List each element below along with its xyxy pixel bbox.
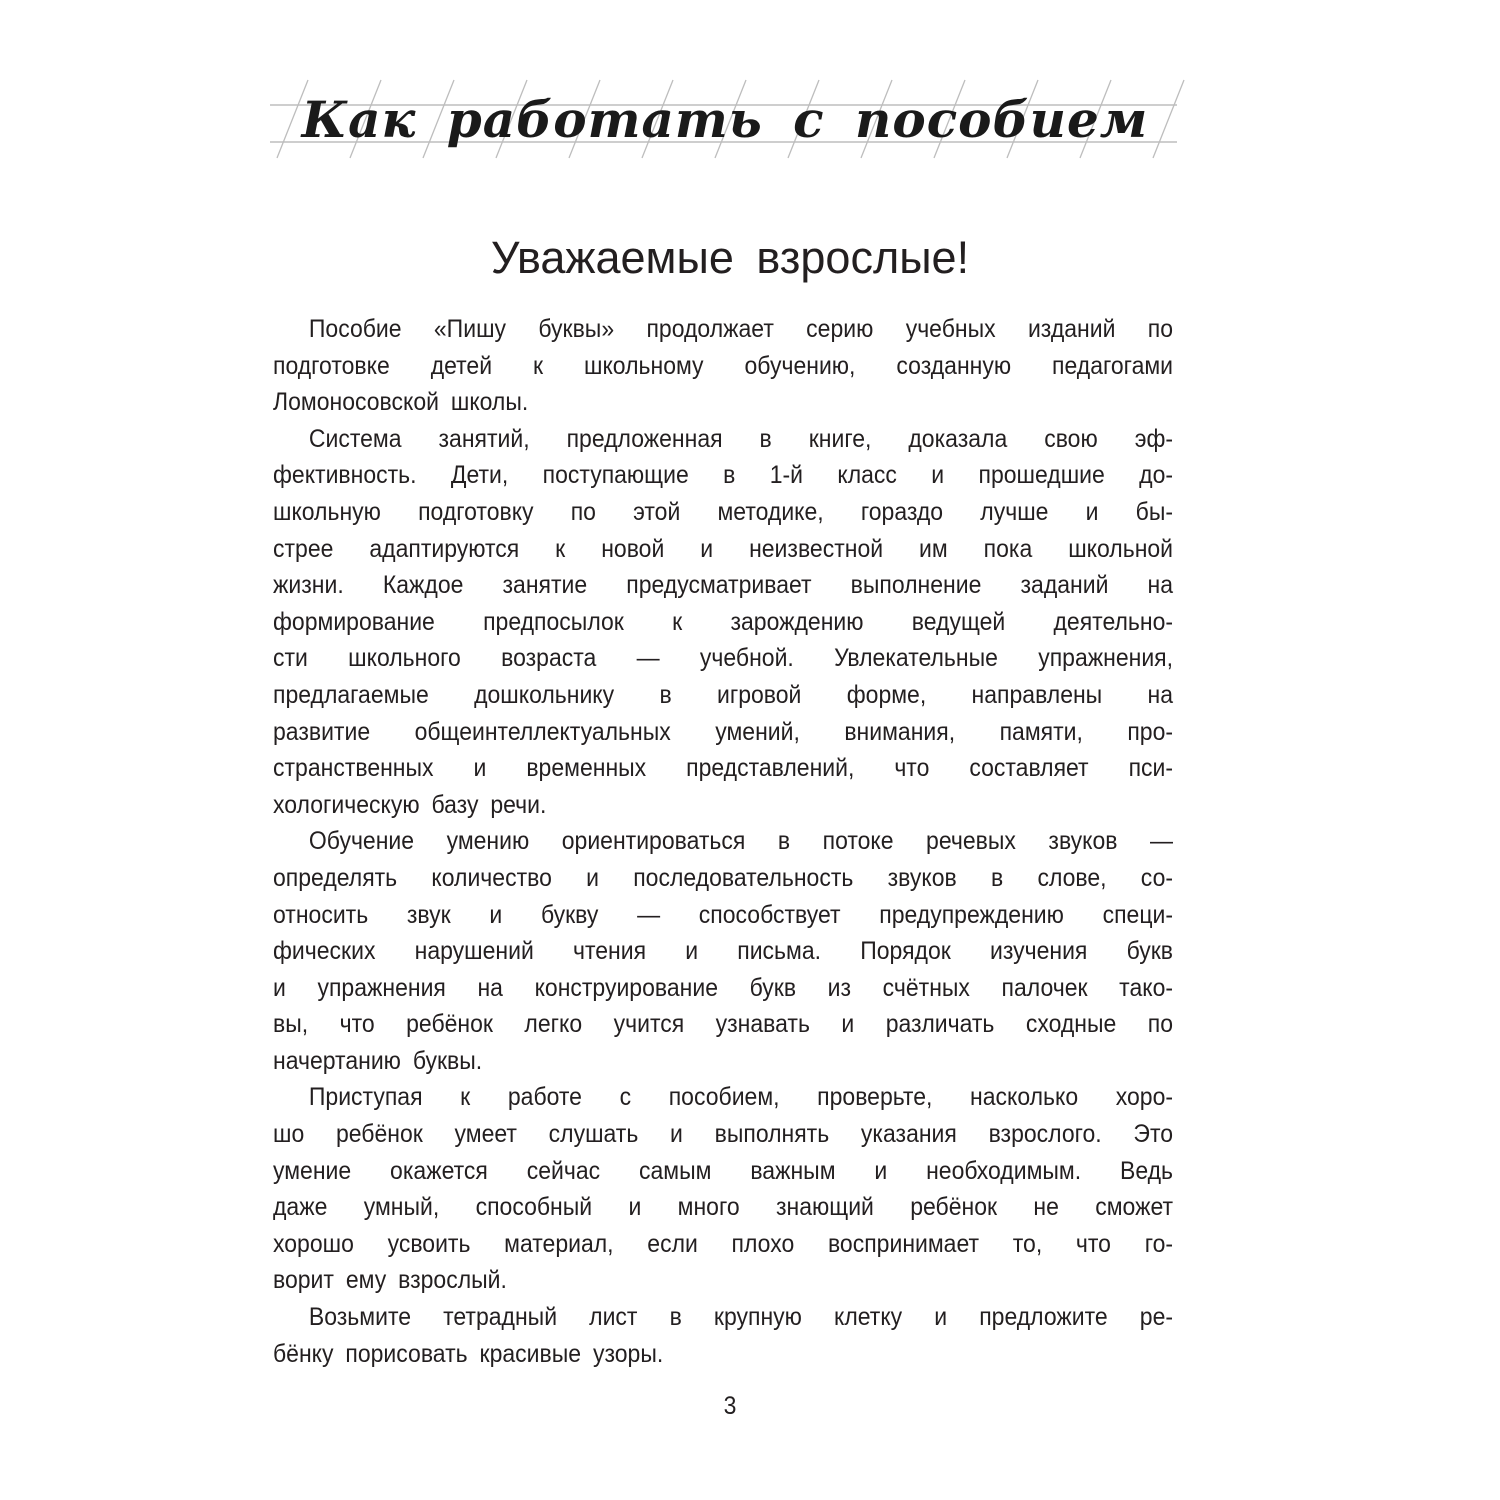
- text-line: стрее адаптируются к новой и неизвестной им пока школьной: [273, 534, 1174, 563]
- text-line: школьную подготовку по этой методике, гораздо лучше и бы-: [273, 497, 1174, 526]
- text-line: бёнку порисовать красивые узоры.: [273, 1339, 664, 1368]
- text-line: фических нарушений чтения и письма. Порядок изучения букв: [273, 937, 1174, 966]
- text-line: шо ребёнок умеет слушать и выполнять указания взрослого. Это: [273, 1120, 1174, 1149]
- text-line: сти школьного возраста — учебной. Увлекательные упражнения,: [273, 644, 1174, 673]
- text-line: Система занятий, предложенная в книге, доказала свою эф-: [308, 424, 1174, 453]
- text-line: Пособие «Пишу буквы» продолжает серию учебных изданий по: [308, 315, 1174, 343]
- paragraph: [273, 1079, 1173, 1299]
- page-number: 3: [723, 1392, 737, 1420]
- text-line: странственных и временных представлений, что составляет пси-: [273, 754, 1174, 783]
- text-line: умение окажется сейчас самым важным и необходимым. Ведь: [273, 1156, 1174, 1185]
- text-line: определять количество и последовательность звуков в слове, со-: [273, 863, 1174, 892]
- text-line: и упражнения на конструирование букв из счётных палочек тако-: [273, 973, 1174, 1002]
- greeting-heading: Уважаемые взрослые!: [490, 232, 970, 283]
- paragraph: [273, 823, 1173, 1079]
- text-line: вы, что ребёнок легко учится узнавать и различать сходные по: [273, 1010, 1174, 1039]
- paragraph: [273, 1299, 1173, 1372]
- page-title: Как работать с пособием: [301, 90, 1149, 149]
- text-line: формирование предпосылок к зарождению ведущей деятельно-: [273, 607, 1174, 636]
- paragraph: [273, 421, 1173, 824]
- header-band: [265, 70, 1185, 170]
- text-line: Приступая к работе с пособием, проверьте, насколько хоро-: [308, 1083, 1174, 1112]
- text-line: жизни. Каждое занятие предусматривает выполнение заданий на: [273, 571, 1174, 600]
- text-line: фективность. Дети, поступающие в 1-й класс и прошедшие до-: [273, 461, 1174, 490]
- body-text: [273, 311, 1173, 1372]
- text-line: предлагаемые дошкольнику в игровой форме, направлены на: [273, 680, 1174, 709]
- text-line: развитие общеинтеллектуальных умений, внимания, памяти, про-: [273, 717, 1174, 746]
- text-line: Ломоносовской школы.: [273, 388, 529, 417]
- paragraph: [273, 311, 1173, 421]
- text-line: подготовке детей к школьному обучению, созданную педагогами: [273, 351, 1174, 380]
- text-line: хологическую базу речи.: [273, 790, 547, 819]
- text-line: относить звук и букву — способствует предупреждению специ-: [273, 900, 1174, 929]
- text-line: хорошо усвоить материал, если плохо воспринимает то, что го-: [273, 1229, 1174, 1258]
- text-line: ворит ему взрослый.: [273, 1266, 507, 1295]
- text-line: начертанию буквы.: [273, 1046, 483, 1075]
- text-line: Возьмите тетрадный лист в крупную клетку и предложите ре-: [308, 1303, 1174, 1332]
- text-line: Обучение умению ориентироваться в потоке речевых звуков —: [308, 827, 1174, 856]
- text-line: даже умный, способный и много знающий ребёнок не сможет: [273, 1193, 1174, 1222]
